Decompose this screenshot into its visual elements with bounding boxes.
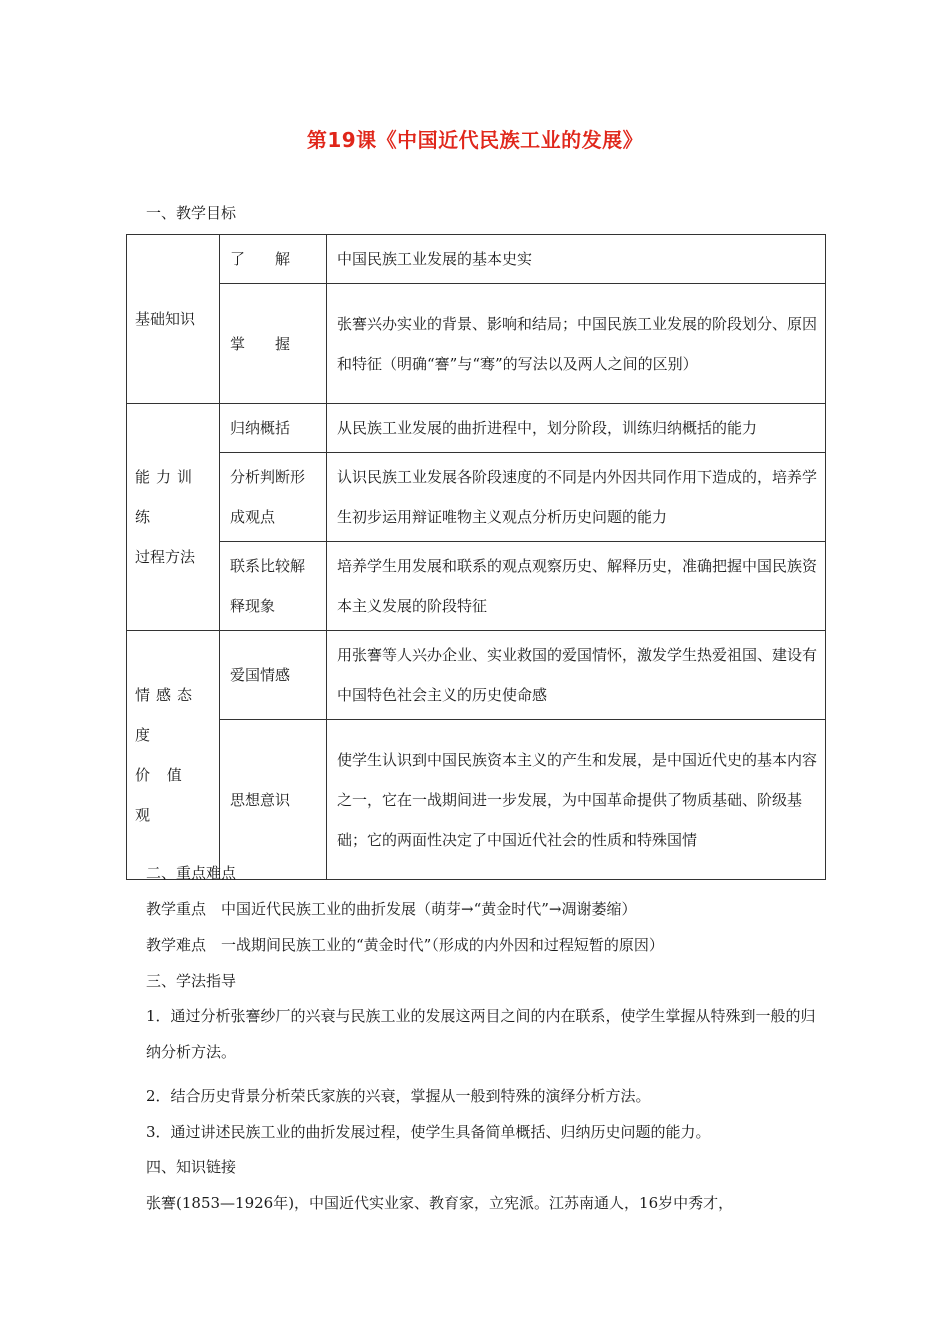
section-heading-goals: 一、教学目标 [146, 204, 237, 222]
table-row [127, 284, 826, 404]
content-cell: 从民族工业发展的曲折进程中，划分阶段，训练归纳概括的能力 [327, 404, 826, 453]
item-cell: 了 解 [220, 235, 327, 284]
content-cell: 张謇兴办实业的背景、影响和结局；中国民族工业发展的阶段划分、原因和特征（明确“謇”与“骞”的写法以及两人之间的区别） [327, 284, 826, 404]
category-cell [127, 404, 220, 631]
content-cell: 使学生认识到中国民族资本主义的产生和发展，是中国近代史的基本内容之一，它在一战期间进一步发展，为中国革命提供了物质基础、阶级基础；它的两面性决定了中国近代社会的性质和特殊国情 [327, 720, 826, 880]
method-item: 3．通过讲述民族工业的曲折发展过程，使学生具备简单概括、归纳历史问题的能力。 [146, 1123, 711, 1141]
item-cell: 联系比较解释现象 [220, 542, 327, 631]
category-label: 价 值 观 [135, 766, 188, 824]
item-cell: 掌 握 [220, 284, 327, 404]
category-label: 能力训练 [135, 468, 199, 526]
section-heading-methods: 三、学法指导 [146, 972, 237, 990]
item-cell: 归纳概括 [220, 404, 327, 453]
key-point-text: 教学重点 中国近代民族工业的曲折发展（萌芽→“黄金时代”→凋谢萎缩） [146, 900, 637, 918]
category-label: 基础知识 [135, 310, 196, 328]
table-row [127, 631, 826, 720]
content-cell: 认识民族工业发展各阶段速度的不同是内外因共同作用下造成的，培养学生初步运用辩证唯物主义观点分析历史问题的能力 [327, 453, 826, 542]
item-cell: 分析判断形成观点 [220, 453, 327, 542]
table-row [127, 542, 826, 631]
table-row [127, 720, 826, 880]
difficult-point-text: 教学难点 一战期间民族工业的“黄金时代”（形成的内外因和过程短暂的原因） [146, 936, 664, 954]
category-label: 情感态度 [135, 686, 199, 744]
knowledge-link-text: 张謇(1853—1926年)，中国近代实业家、教育家，立宪派。江苏南通人，16岁中秀才， [146, 1194, 734, 1212]
table-row [127, 404, 826, 453]
content-cell: 用张謇等人兴办企业、实业救国的爱国情怀，激发学生热爱祖国、建设有中国特色社会主义的历史使命感 [327, 631, 826, 720]
content-cell: 培养学生用发展和联系的观点观察历史、解释历史，准确把握中国民族资本主义发展的阶段特征 [327, 542, 826, 631]
category-cell [127, 631, 220, 880]
method-item: 1．通过分析张謇纱厂的兴衰与民族工业的发展这两目之间的内在联系，使学生掌握从特殊到一般的归纳分析方法。 [146, 1007, 816, 1061]
page-title: 第19课《中国近代民族工业的发展》 [306, 128, 644, 152]
content-cell: 中国民族工业发展的基本史实 [327, 235, 826, 284]
category-label: 过程方法 [135, 548, 196, 566]
section-heading-knowledge-link: 四、知识链接 [146, 1158, 237, 1176]
teaching-goals-table [126, 234, 826, 880]
category-cell [127, 235, 220, 404]
item-cell: 爱国情感 [220, 631, 327, 720]
method-item: 2．结合历史背景分析荣氏家族的兴衰，掌握从一般到特殊的演绎分析方法。 [146, 1087, 651, 1105]
section-heading-key-points: 二、重点难点 [146, 864, 237, 882]
item-cell: 思想意识 [220, 720, 327, 880]
table-row [127, 453, 826, 542]
table-row [127, 235, 826, 284]
